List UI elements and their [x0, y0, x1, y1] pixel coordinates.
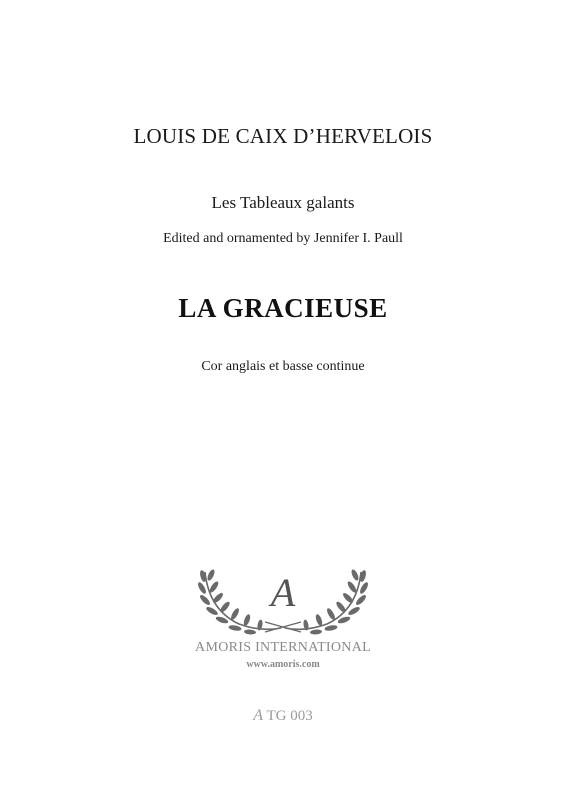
amoris-monogram: A — [270, 570, 296, 615]
editor-credit: Edited and ornamented by Jennifer I. Paull — [163, 231, 403, 246]
catalog-number-line — [0, 707, 566, 725]
catalog-monogram: A — [253, 707, 264, 724]
collection-title: Les Tableaux galants — [211, 193, 355, 212]
laurel-wreath-icon — [195, 562, 371, 642]
composer-name: LOUIS DE CAIX D’HERVELOIS — [133, 124, 433, 148]
publisher-website: www.amoris.com — [246, 659, 320, 670]
work-title: LA GRACIEUSE — [178, 293, 388, 323]
catalog-number: TG 003 — [266, 708, 313, 724]
publisher-name: AMORIS INTERNATIONAL — [195, 640, 371, 655]
instrumentation: Cor anglais et basse continue — [201, 359, 365, 374]
